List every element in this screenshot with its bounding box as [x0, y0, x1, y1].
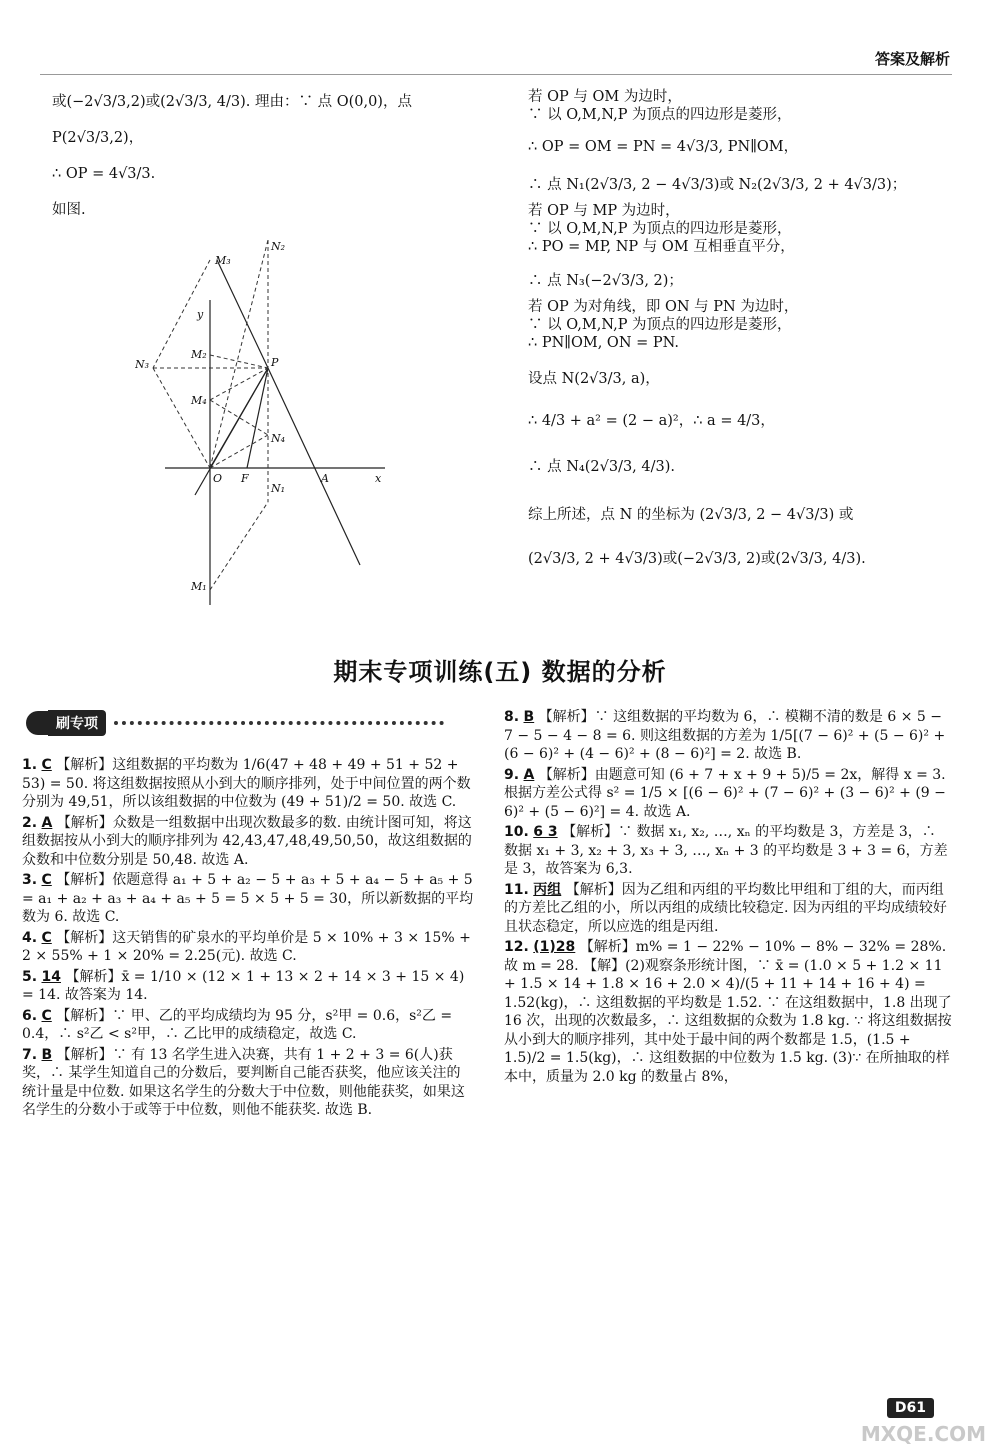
label-n3: N₃: [135, 358, 150, 371]
answer-item: 9. A 【解析】由题意可知 (6 + 7 + x + 9 + 5)/5 = 2x，解得 x = 3. 根据方差公式得 s² = 1/5 × [(6 − 6)² + (7 − 6)² + (3 − 6)² + (9 − 6)² + (5 − 6)²] = 4. 故选 A.: [504, 766, 946, 820]
left-line: ∴ OP = 4√3/3.: [52, 166, 156, 182]
right-line: ∴ 点 N₄(2√3/3, 4/3).: [528, 459, 675, 475]
label-m2: M₂: [191, 348, 207, 361]
right-line: ∴ 点 N₃(−2√3/3, 2)；: [528, 273, 683, 289]
label-n1: N₁: [271, 482, 286, 495]
section-title: 期末专项训练(五) 数据的分析: [333, 658, 667, 686]
answer-item: 8. B 【解析】∵ 这组数据的平均数为 6，∴ 模糊不清的数是 6 × 5 − 7 − 5 − 4 − 8 = 6. 则这组数据的方差为 1/5[(7 − 6)² + (5 − 6)² + (6 − 6)² + (4 − 6)² + (8 − 6)²] = 2. 故选 B.: [504, 709, 946, 762]
label-p: P: [271, 356, 279, 369]
line-fp: [247, 368, 268, 468]
right-line: ∴ PN∥OM, ON = PN.: [528, 335, 679, 351]
right-line: 设点 N(2√3/3, a)，: [528, 371, 660, 387]
page-number: D61: [887, 1398, 934, 1418]
answer-item: 1. C 【解析】这组数据的平均数为 1/6(47 + 48 + 49 + 51 + 52 + 53) = 50. 将这组数据按照从小到大的顺序排列，处于中间位置的两个数分别为 49,51，所以该组数据的中位数为 (49 + 51)/2 = 50. 故选 C.: [22, 757, 471, 810]
section-header: 答案及解析: [874, 50, 950, 68]
answer-item: 11. 丙组 【解析】因为乙组和丙组的平均数比甲组和丁组的大，而丙组的方差比乙组的小，所以丙组的成绩比较稳定. 因为丙组的平均成绩较好且状态稳定，所以应选的组是丙组.: [504, 881, 947, 935]
label-a: A: [321, 472, 329, 485]
line-m3-p: [217, 260, 268, 368]
answer-item: 6. C 【解析】∵ 甲、乙的平均成绩均为 95 分，s²甲 = 0.6，s²乙 = 0.4，∴ s²乙 < s²甲，∴ 乙比甲的成绩稳定，故选 C.: [22, 1007, 453, 1042]
dotted-rule: [114, 721, 444, 725]
left-answers: [22, 756, 474, 1122]
answer-item: 3. C 【解析】依题意得 a₁ + 5 + a₂ − 5 + a₃ + 5 + a₄ − 5 + a₅ + 5 = a₁ + a₂ + a₃ + a₄ + a₅ + 5 = 5 × 5 + 5 = 30，所以新数据的平均数为 6. 故选 C.: [22, 872, 474, 925]
right-line: ∴ 点 N₁(2√3/3, 2 − 4√3/3)或 N₂(2√3/3, 2 + 4√3/3)；: [528, 177, 907, 193]
answer-item: 2. A 【解析】众数是一组数据中出现次数最多的数. 由统计图可知，将这组数据按从小到大的顺序排列为 42,43,47,48,49,50,50，故这组数据的众数和中位数分别是 50,48. 故选 A.: [22, 814, 472, 868]
label-x: x: [375, 472, 382, 485]
right-line: ∴ PO = MP, NP 与 OM 互相垂直平分，: [528, 239, 795, 255]
right-line: ∴ 4/3 + a² = (2 − a)²，∴ a = 4/3，: [528, 413, 775, 429]
label-m4: M₄: [191, 394, 207, 407]
header-rule: [40, 74, 952, 75]
label-o: O: [213, 472, 223, 485]
rhombus-figure: [135, 240, 395, 610]
right-line: ∵ 以 O,M,N,P 为顶点的四边形是菱形，: [528, 107, 792, 123]
right-line: 若 OP 为对角线，即 ON 与 PN 为边时，: [528, 299, 799, 315]
badge-label: 刷专项: [48, 710, 106, 736]
answer-item: 4. C 【解析】这天销售的矿泉水的平均单价是 5 × 10% + 3 × 15% + 2 × 55% + 1 × 20% = 2.25(元). 故选 C.: [22, 929, 471, 964]
answer-item: 10. 6 3 【解析】∵ 数据 x₁, x₂, …, xₙ 的平均数是 3，方差是 3，∴ 数据 x₁ + 3, x₂ + 3, x₃ + 3, …, xₙ + 3 的平均数是 3 + 3 = 6，方差是 3，故答案为 6,3.: [504, 824, 948, 877]
right-answers: [504, 708, 952, 1088]
answer-item: 12. (1)28 【解析】m% = 1 − 22% − 10% − 8% − 32% = 28%. 故 m = 28. 【解】(2)观察条形统计图，∵ x̄ = (1.0 × 5 + 1.2 × 11 + 1.5 × 14 + 1.8 × 16 + 2.0 × 4)/(5 + 11 + 14 + 16 + 4) = 1.52(kg)，∴ 这组数据的平均数是 1.52. ∵ 在这组数据中，1.8 出现了 16 次，出现的次数最多，∴ 这组数据的众数为 1.8 kg. ∵ 将这组数据按从小到大的顺序排列，其中处于最中间的两个数都是 1.5，(1.5 + 1.5)/2 = 1.5(kg)，∴ 这组数据的中位数为 1.5 kg. (3)∵ 在所抽取的样本中，质量为 2.0 kg 的数量占 8%，: [504, 939, 952, 1085]
practice-badge: [26, 710, 444, 736]
left-top-block: [52, 92, 492, 220]
label-f: F: [241, 472, 249, 485]
right-line: 若 OP 与 OM 为边时，: [528, 89, 682, 105]
line-pa: [268, 368, 360, 565]
right-line: 若 OP 与 MP 为边时，: [528, 203, 680, 219]
label-n4: N₄: [271, 432, 286, 445]
left-line: 如图.: [52, 202, 86, 218]
label-n2: N₂: [271, 240, 286, 253]
right-line: (2√3/3, 2 + 4√3/3)或(−2√3/3, 2)或(2√3/3, 4/3).: [528, 551, 866, 567]
right-line: ∴ OP = OM = PN = 4√3/3, PN∥OM，: [528, 139, 799, 155]
label-m1: M₁: [191, 580, 207, 593]
left-line: 或(−2√3/3,2)或(2√3/3, 4/3). 理由：∵ 点 O(0,0)，点: [52, 94, 412, 110]
right-line: 综上所述，点 N 的坐标为 (2√3/3, 2 − 4√3/3) 或: [528, 507, 854, 523]
answer-item: 5. 14 【解析】x̄ = 1/10 × (12 × 1 + 13 × 2 + 14 × 3 + 15 × 4) = 14. 故答案为 14.: [22, 968, 465, 1003]
answer-item: 7. B 【解析】∵ 有 13 名学生进入决赛，共有 1 + 2 + 3 = 6(人)获奖，∴ 某学生知道自己的分数后，要判断自己能否获奖，他应该关注的统计量是中位数. 如果这名学生的分数大于中位数，则他能获奖，如果这名学生的分数小于或等于中位数，则他不能获奖. 故选 B.: [22, 1046, 465, 1118]
right-line: ∵ 以 O,M,N,P 为顶点的四边形是菱形，: [528, 317, 792, 333]
right-line: ∵ 以 O,M,N,P 为顶点的四边形是菱形，: [528, 221, 792, 237]
right-top-block: [528, 88, 958, 568]
watermark: MXQE.COM: [860, 1422, 986, 1446]
label-m3: M₃: [215, 254, 231, 267]
line-lower: [195, 368, 268, 495]
label-y: y: [197, 308, 204, 321]
left-line: P(2√3/3,2)，: [52, 130, 144, 146]
